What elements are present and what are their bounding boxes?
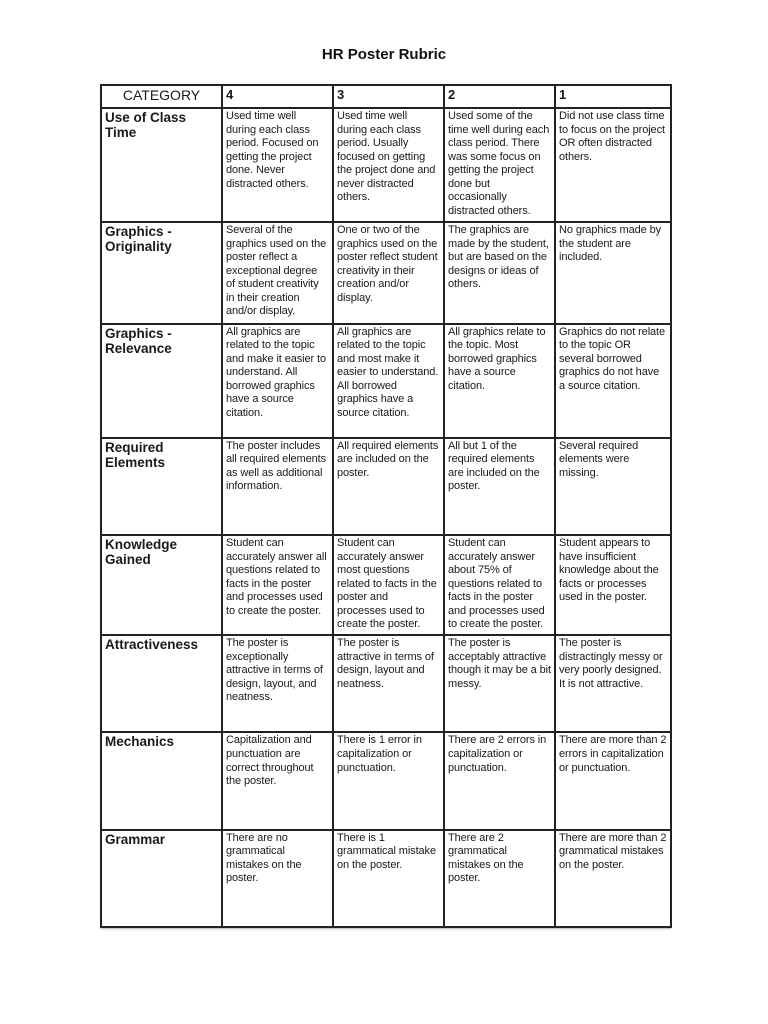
row-category: Required Elements [101,438,222,535]
cell-score-2: Used some of the time well during each class period. There was some focus on getting the project done but occasionally distracted others. [444,108,555,222]
row-category: Knowledge Gained [101,535,222,635]
cell-score-1: Did not use class time to focus on the project OR often distracted others. [555,108,671,222]
cell-score-4: Several of the graphics used on the poster reflect a exceptional degree of student creativity in their creation and/or display. [222,222,333,323]
cell-score-2: All but 1 of the required elements are included on the poster. [444,438,555,535]
row-category: Graphics - Originality [101,222,222,323]
score-header-1: 1 [555,85,671,108]
cell-score-3: Used time well during each class period. Usually focused on getting the project done and never distracted others. [333,108,444,222]
cell-score-3: The poster is attractive in terms of design, layout and neatness. [333,635,444,732]
score-header-2: 2 [444,85,555,108]
cell-score-2: There are 2 errors in capitalization or punctuation. [444,732,555,829]
cell-score-4: All graphics are related to the topic and make it easier to understand. All borrowed graphics have a source citation. [222,324,333,438]
cell-score-4: Student can accurately answer all questions related to facts in the poster and processes used to create the poster. [222,535,333,635]
table-row [101,108,671,222]
cell-score-2: There are 2 grammatical mistakes on the poster. [444,830,555,927]
cell-score-4: Used time well during each class period. Focused on getting the project done. Never distracted others. [222,108,333,222]
cell-score-1: There are more than 2 grammatical mistakes on the poster. [555,830,671,927]
cell-score-3: There is 1 error in capitalization or punctuation. [333,732,444,829]
table-row [101,535,671,635]
cell-score-1: Student appears to have insufficient knowledge about the facts or processes used in the poster. [555,535,671,635]
table-row [101,222,671,323]
category-header: CATEGORY [101,85,222,108]
row-category: Graphics - Relevance [101,324,222,438]
rubric-table-container [100,84,670,928]
score-header-4: 4 [222,85,333,108]
header-row [101,85,671,108]
row-category: Mechanics [101,732,222,829]
cell-score-1: There are more than 2 errors in capitalization or punctuation. [555,732,671,829]
cell-score-4: Capitalization and punctuation are correct throughout the poster. [222,732,333,829]
cell-score-2: All graphics relate to the topic. Most borrowed graphics have a source citation. [444,324,555,438]
cell-score-4: The poster is exceptionally attractive in terms of design, layout, and neatness. [222,635,333,732]
row-category: Attractiveness [101,635,222,732]
cell-score-1: No graphics made by the student are included. [555,222,671,323]
cell-score-1: Graphics do not relate to the topic OR several borrowed graphics do not have a source citation. [555,324,671,438]
page-title: HR Poster Rubric [321,46,447,63]
cell-score-1: Several required elements were missing. [555,438,671,535]
rubric-table [100,84,672,928]
cell-score-2: The graphics are made by the student, but are based on the designs or ideas of others. [444,222,555,323]
table-row [101,324,671,438]
cell-score-4: There are no grammatical mistakes on the poster. [222,830,333,927]
table-row [101,438,671,535]
cell-score-1: The poster is distractingly messy or very poorly designed. It is not attractive. [555,635,671,732]
table-row [101,732,671,829]
cell-score-2: The poster is acceptably attractive though it may be a bit messy. [444,635,555,732]
cell-score-3: One or two of the graphics used on the poster reflect student creativity in their creation and/or display. [333,222,444,323]
cell-score-2: Student can accurately answer about 75% of questions related to facts in the poster and processes used to create the poster. [444,535,555,635]
row-category: Use of Class Time [101,108,222,222]
cell-score-3: There is 1 grammatical mistake on the poster. [333,830,444,927]
score-header-3: 3 [333,85,444,108]
table-row [101,830,671,927]
table-row [101,635,671,732]
row-category: Grammar [101,830,222,927]
cell-score-3: All required elements are included on the poster. [333,438,444,535]
cell-score-3: Student can accurately answer most questions related to facts in the poster and processes used to create the poster. [333,535,444,635]
cell-score-4: The poster includes all required elements as well as additional information. [222,438,333,535]
cell-score-3: All graphics are related to the topic and most make it easier to understand. All borrowed graphics have a source citation. [333,324,444,438]
